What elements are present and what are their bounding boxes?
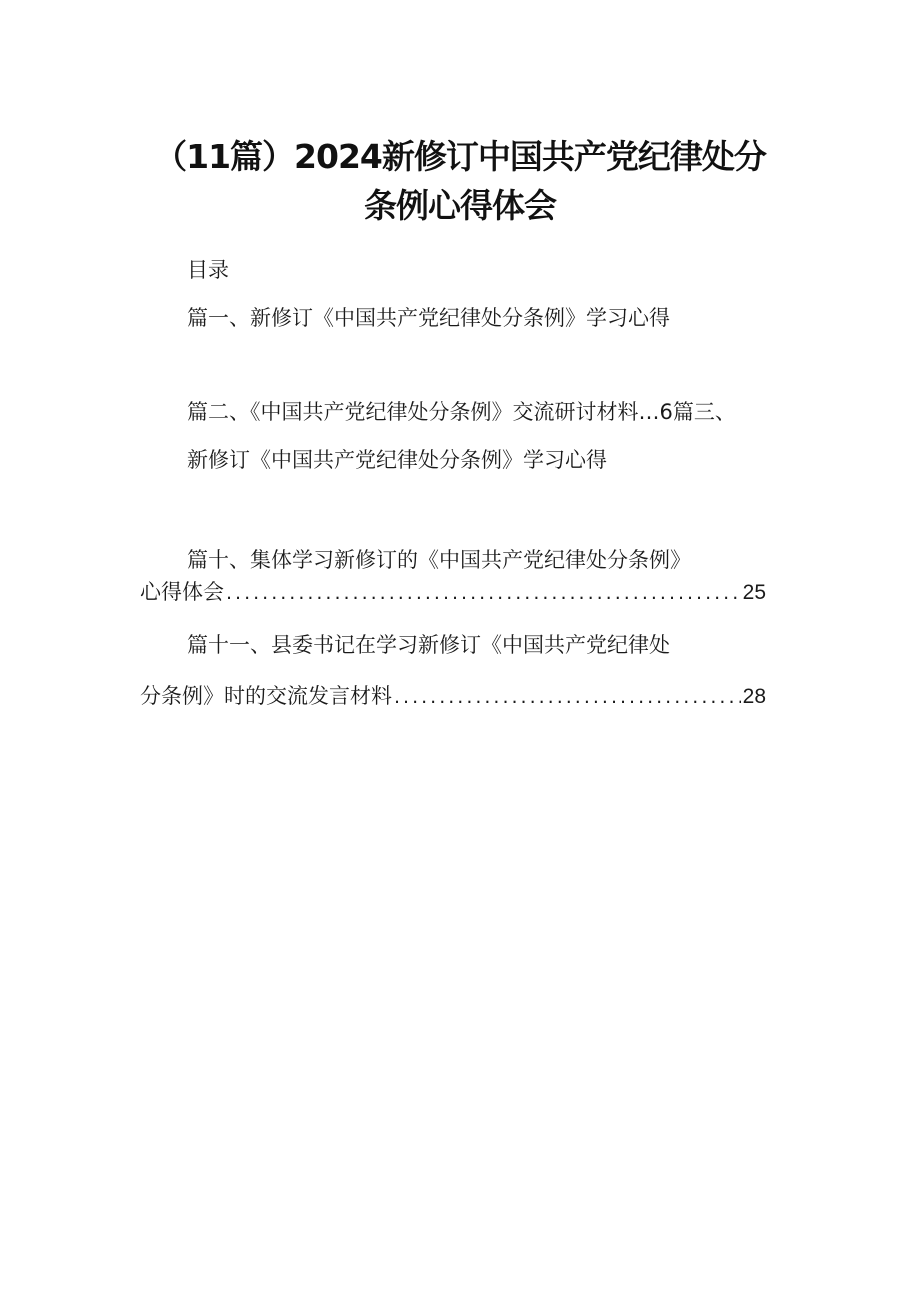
toc-page-number: 28: [742, 685, 766, 708]
toc-page-number: 25: [742, 581, 766, 604]
toc-heading: 目录: [187, 258, 229, 282]
toc-entry-text: 心得体会: [140, 580, 224, 604]
toc-entry: [140, 578, 766, 606]
toc-line-1: 篇一、新修订《中国共产党纪律处分条例》学习心得: [187, 306, 670, 330]
toc-entry-text: 分条例》时的交流发言材料: [140, 684, 392, 708]
toc-entry: [140, 682, 766, 710]
toc-line-2: 篇二、《中国共产党纪律处分条例》交流研讨材料…6篇三、: [187, 400, 736, 424]
dot-leader: [226, 579, 741, 607]
dot-leader: [394, 683, 741, 711]
toc-line-5: 篇十一、县委书记在学习新修订《中国共产党纪律处: [187, 633, 670, 657]
toc-line-4: 篇十、集体学习新修订的《中国共产党纪律处分条例》: [187, 548, 691, 572]
toc-line-3: 新修订《中国共产党纪律处分条例》学习心得: [187, 448, 607, 472]
document-title-line-1: （11篇）2024新修订中国共产党纪律处分: [154, 137, 766, 176]
document-title-line-2: 条例心得体会: [364, 186, 556, 225]
